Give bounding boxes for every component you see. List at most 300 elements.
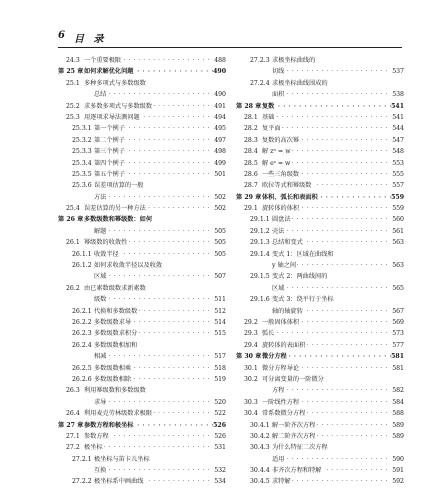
- toc-entry-title: 体积、弧长和表面积: [262, 193, 318, 201]
- toc-entry-title-wrap: [84, 431, 213, 442]
- toc-entry: [236, 385, 404, 396]
- toc-entry-page: 505: [214, 227, 226, 235]
- toc-entry: [58, 454, 226, 465]
- toc-entry-page: 560: [392, 216, 404, 224]
- toc-entry-title: 为什么特征二次方程: [272, 444, 328, 452]
- toc-entry: [236, 306, 404, 317]
- toc-entry: [58, 101, 226, 112]
- toc-entry-number: 26.2.5: [72, 364, 92, 372]
- toc-entry: [236, 340, 404, 351]
- toc-entry: [236, 135, 404, 146]
- toc-chapter-entry: [58, 214, 226, 225]
- toc-entry-title-wrap: [262, 317, 391, 328]
- toc-entry: [236, 260, 404, 271]
- toc-entry-title: 由已素数级数求新素数: [84, 284, 146, 292]
- toc-entry: [236, 214, 404, 225]
- toc-entry-page: 582: [392, 387, 404, 395]
- toc-entry-title: 解 eᶻ = w: [262, 159, 291, 167]
- toc-entry: [58, 328, 226, 339]
- toc-entry: [58, 146, 226, 157]
- toc-chapter-entry: [236, 351, 404, 362]
- toc-entry-page: 569: [392, 318, 404, 326]
- toc-right-column: [236, 55, 404, 488]
- toc-entry-title-wrap: [84, 101, 213, 112]
- toc-entry-title: 区域: [94, 273, 107, 281]
- toc-entry-title: 区域: [272, 284, 285, 292]
- toc-entry-title-wrap: [94, 123, 213, 134]
- toc-entry-page: 559: [391, 193, 404, 201]
- toc-entry-title: 幂级数的收敛性: [84, 239, 128, 247]
- toc-entry: [58, 351, 226, 362]
- toc-entry-number: 28.5: [244, 159, 258, 167]
- toc-entry-page: 501: [214, 170, 226, 178]
- toc-entry-title-wrap: [272, 249, 391, 260]
- toc-entry-page: 505: [214, 250, 226, 258]
- toc-entry-page: 563: [392, 262, 404, 270]
- toc-entry-title: 多数级数求导: [94, 318, 132, 326]
- toc-entry-title: 利用幂级数和多数级数: [84, 387, 146, 395]
- toc-entry-title-wrap: [84, 214, 213, 225]
- toc-entry-title: 如何求收敛半径以及收敛: [94, 262, 163, 270]
- toc-entry-page: 512: [214, 307, 226, 315]
- toc-entry: [58, 89, 226, 100]
- toc-entry: [58, 112, 226, 123]
- toc-entry-title-wrap: [262, 351, 391, 362]
- toc-entry: [58, 442, 226, 453]
- toc-entry-title: 非齐次方程和特解: [272, 467, 322, 475]
- toc-entry-title-wrap: [262, 180, 391, 191]
- toc-entry: [236, 271, 404, 282]
- toc-entry-number: 26.3: [66, 387, 80, 395]
- toc-entry-number: 29.1.6: [250, 296, 270, 304]
- toc-entry-title-wrap: [94, 249, 213, 260]
- toc-entry-page: 563: [392, 239, 404, 247]
- toc-entry-number: 27.2.4: [250, 79, 270, 87]
- toc-entry: [236, 203, 404, 214]
- toc-entry: [236, 374, 404, 385]
- toc-entry-number: 26.1: [66, 239, 80, 247]
- toc-entry-page: 502: [214, 193, 226, 201]
- toc-entry-number: 26.2.3: [72, 330, 92, 338]
- toc-entry: [236, 442, 404, 453]
- toc-entry: [236, 283, 404, 294]
- toc-entry-number: 26.4: [66, 410, 80, 418]
- toc-entry-title: 多种多项式与多数级数: [84, 79, 146, 87]
- toc-entry-title-wrap: [84, 385, 213, 396]
- toc-entry-title-wrap: [272, 431, 391, 442]
- toc-entry-title-wrap: [84, 55, 213, 66]
- toc-entry-page: 522: [214, 410, 226, 418]
- toc-entry-page: 567: [392, 307, 404, 315]
- toc-entry-number: 28.4: [244, 148, 258, 156]
- toc-entry-title-wrap: [94, 476, 213, 487]
- toc-entry-page: 555: [392, 170, 404, 178]
- toc-entry-page: 514: [214, 318, 226, 326]
- toc-entry: [236, 237, 404, 248]
- toc-entry-title-wrap: [272, 260, 391, 271]
- toc-entry-title-wrap: [94, 351, 213, 362]
- toc-entry-title-wrap: [262, 203, 391, 214]
- toc-entry-number: 30.3: [244, 398, 258, 406]
- toc-entry-title-wrap: [272, 271, 391, 282]
- toc-entry-number: 28.1: [244, 113, 258, 121]
- toc-entry-page: 498: [214, 148, 226, 156]
- toc-entry-title: 误差估算的另一种方法: [84, 205, 146, 213]
- toc-chapter-entry: [236, 192, 404, 203]
- toc-entry: [58, 180, 226, 191]
- toc-entry-title: 变式 1：区域在曲线和: [272, 250, 334, 258]
- toc-entry-title: 一些三角级数: [262, 170, 300, 178]
- toc-entry: [58, 123, 226, 134]
- toc-entry-page: 505: [214, 239, 226, 247]
- toc-entry-number: 28.7: [244, 182, 258, 190]
- toc-left-column: [58, 55, 226, 488]
- toc-entry-page: 515: [214, 330, 226, 338]
- toc-entry-page: 565: [392, 284, 404, 292]
- toc-entry-page: 589: [392, 432, 404, 440]
- toc-entry-title: 极坐标与笛卡儿坐标: [94, 455, 150, 463]
- toc-entry-title: 如何求解优化问题: [84, 68, 134, 76]
- toc-entry-title: 复数: [262, 102, 275, 110]
- toc-entry-number: 30.4.3: [250, 444, 270, 452]
- toc-entry-title: 多数级数和幂级数：如何: [84, 216, 153, 224]
- toc-entry-title-wrap: [94, 465, 213, 476]
- toc-entry: [58, 249, 226, 260]
- toc-entry-number: 26.2.6: [72, 375, 92, 383]
- toc-entry: [236, 476, 404, 487]
- toc-entry-number: 30.2: [244, 375, 258, 383]
- toc-entry-page: 591: [392, 467, 404, 475]
- toc-entry-title-wrap: [262, 397, 391, 408]
- toc-entry-number: 29.1: [244, 205, 258, 213]
- toc-entry-page: 499: [214, 159, 226, 167]
- toc-entry-title: 第二个例子: [94, 136, 125, 144]
- toc-entry-title-wrap: [94, 340, 213, 351]
- toc-entry-title: 壳法: [272, 227, 285, 235]
- toc-entry-number: 27.2: [66, 444, 80, 452]
- toc-entry-title: 第四个例子: [94, 159, 125, 167]
- toc-entry-title-wrap: [272, 465, 391, 476]
- toc-entry-number: 25.3.2: [72, 136, 92, 144]
- toc-entry-number: 第 28 章: [236, 102, 262, 110]
- toc-entry-title-wrap: [262, 169, 391, 180]
- toc-entry-page: 561: [392, 227, 404, 235]
- toc-entry-page: 548: [392, 148, 404, 156]
- toc-entry-page: 519: [214, 375, 226, 383]
- toc-entry-number: 29.3: [244, 330, 258, 338]
- toc-entry-page: 544: [392, 125, 404, 133]
- toc-entry: [58, 226, 226, 237]
- toc-entry: [58, 294, 226, 305]
- toc-entry-title-wrap: [272, 476, 391, 487]
- toc-entry-title-wrap: [84, 112, 213, 123]
- toc-entry-title: 级数: [94, 296, 107, 304]
- toc-entry-page: 494: [214, 113, 226, 121]
- toc-entry: [236, 180, 404, 191]
- toc-entry-title: 解题: [94, 227, 107, 235]
- toc-entry-title-wrap: [262, 374, 391, 385]
- toc-entry: [58, 431, 226, 442]
- toc-entry: [236, 146, 404, 157]
- toc-entry-title: 极坐标系中画曲线: [94, 478, 144, 486]
- toc-entry-title-wrap: [94, 192, 213, 203]
- toc-entry: [58, 465, 226, 476]
- toc-entry: [236, 78, 404, 89]
- toc-entry-title: 变式 2：两曲线间的: [272, 273, 328, 281]
- toc-entry-title: 求导: [94, 398, 107, 406]
- toc-entry-title: 基础: [262, 113, 275, 121]
- toc-entry-title: 方法: [94, 193, 107, 201]
- toc-entry-title: 方程: [272, 387, 285, 395]
- toc-entry-title: 多数级数求积分: [94, 330, 138, 338]
- toc-entry-title-wrap: [94, 397, 213, 408]
- toc-entry-title-wrap: [262, 340, 391, 351]
- toc-entry-title-wrap: [84, 442, 213, 453]
- toc-entry-title-wrap: [272, 385, 391, 396]
- toc-entry-title: 误差项估算的一般: [94, 182, 144, 190]
- toc-entry-page: 511: [214, 296, 226, 304]
- toc-entry-page: 537: [392, 68, 404, 76]
- toc-entry: [58, 476, 226, 487]
- toc-entry-title: 求极坐标曲线的: [272, 57, 316, 64]
- toc-entry-title-wrap: [94, 158, 213, 169]
- toc-entry-title: 弧长: [262, 330, 275, 338]
- toc-chapter-entry: [58, 420, 226, 431]
- toc-entry: [236, 454, 404, 465]
- toc-entry-number: 30.4: [244, 410, 258, 418]
- toc-entry-number: 27.2.3: [250, 57, 270, 64]
- toc-entry-page: 541: [391, 102, 404, 110]
- toc-entry-number: 27.2.2: [72, 478, 92, 486]
- toc-entry-number: 26.2.2: [72, 318, 92, 326]
- toc-entry-title: 相减: [94, 353, 107, 361]
- toc-entry: [236, 89, 404, 100]
- toc-entry-title: 轴的轴旋转: [272, 307, 303, 315]
- toc-entry-number: 26.2.1: [72, 307, 92, 315]
- toc-entry-number: 第 27 章: [58, 421, 84, 429]
- toc-entry-number: 第 25 章: [58, 68, 84, 76]
- toc-entry-title: 总结: [94, 91, 107, 99]
- toc-entry: [236, 112, 404, 123]
- toc-entry: [236, 317, 404, 328]
- toc-entry-number: 第 26 章: [58, 216, 84, 224]
- toc-entry-title: 多数级数相加和: [94, 341, 138, 349]
- toc-entry: [236, 123, 404, 134]
- toc-entry-title-wrap: [84, 203, 213, 214]
- page-header: [58, 30, 402, 46]
- toc-entry-number: 27.2.1: [72, 455, 92, 463]
- toc-entry-number: 29.1.1: [250, 216, 270, 224]
- toc-entry-number: 26.2.4: [72, 341, 92, 349]
- toc-entry-title-wrap: [272, 442, 391, 453]
- toc-entry: [236, 408, 404, 419]
- toc-entry-title-wrap: [272, 226, 391, 237]
- toc-entry-title: 面积: [272, 91, 285, 99]
- toc-entry-number: 25.3.1: [72, 125, 92, 133]
- toc-entry-title-wrap: [272, 66, 391, 77]
- toc-entry-title-wrap: [262, 135, 391, 146]
- toc-entry-title-wrap: [272, 214, 391, 225]
- toc-entry-title: 多数级数相乘: [94, 364, 132, 372]
- toc-entry-title-wrap: [94, 374, 213, 385]
- toc-entry-number: 29.1.4: [250, 250, 270, 258]
- toc-entry-title-wrap: [94, 146, 213, 157]
- toc-entry-page: 588: [392, 410, 404, 418]
- toc-entry-title: y 轴之间: [272, 262, 297, 270]
- toc-entry-page: 502: [214, 205, 226, 213]
- toc-entry-title-wrap: [272, 55, 391, 66]
- toc-entry-title-wrap: [94, 169, 213, 180]
- toc-entry-page: 590: [392, 455, 404, 463]
- toc-entry-title: 复数的高次幂: [262, 136, 300, 144]
- toc-entry-title-wrap: [94, 363, 213, 374]
- toc-entry-page: 532: [214, 467, 226, 475]
- toc-chapter-entry: [58, 66, 226, 77]
- toc-entry-number: 25.2: [66, 102, 80, 110]
- toc-entry-title: 求特解: [272, 478, 291, 486]
- toc-entry-number: 29.1.2: [250, 227, 270, 235]
- toc-entry-page: 577: [392, 341, 404, 349]
- toc-entry: [58, 374, 226, 385]
- toc-entry-title-wrap: [94, 271, 213, 282]
- toc-entry: [58, 363, 226, 374]
- toc-entry-title: 代换和多数级数: [94, 307, 138, 315]
- toc-entry: [58, 306, 226, 317]
- toc-entry-page: 518: [214, 364, 226, 372]
- toc-entry-title-wrap: [262, 363, 391, 374]
- toc-entry-title: 第三个例子: [94, 148, 125, 156]
- toc-entry-title: 极坐标: [84, 444, 103, 452]
- toc-entry-title-wrap: [94, 180, 213, 191]
- toc-entry-title-wrap: [262, 101, 391, 112]
- toc-entry-page: 520: [214, 398, 226, 406]
- toc-entry-number: 26.2: [66, 284, 80, 292]
- toc-entry: [58, 340, 226, 351]
- toc-entry-title: 参数方程和极坐标: [84, 421, 134, 429]
- toc-entry: [58, 408, 226, 419]
- toc-entry-number: 29.1.5: [250, 273, 270, 281]
- toc-entry-page: 557: [392, 182, 404, 190]
- toc-entry-title-wrap: [94, 226, 213, 237]
- toc-entry-title: 微分方程导论: [262, 364, 300, 372]
- toc-entry-title: 变式 3：绕平行于坐标: [272, 296, 334, 304]
- toc-entry-title: 互换: [94, 467, 107, 475]
- page-number: 6: [58, 30, 65, 41]
- toc-entry-title: 一阶线性方程: [262, 398, 300, 406]
- toc-entry-number: 30.4.2: [250, 432, 270, 440]
- toc-entry-title: 参数方程: [84, 432, 109, 440]
- toc-entry-number: 28.6: [244, 170, 258, 178]
- toc-entry-title: 适用: [272, 455, 285, 463]
- toc-entry-page: 531: [214, 444, 226, 452]
- toc-entry-title: 旋转体的表面积: [262, 341, 306, 349]
- toc-entry: [58, 397, 226, 408]
- toc-entry-number: 30.1: [244, 364, 258, 372]
- toc-entry: [236, 294, 404, 305]
- toc-entry-number: 25.3: [66, 113, 80, 121]
- toc-entry-title: 第五个例子: [94, 170, 125, 178]
- toc-entry: [236, 169, 404, 180]
- toc-entry: [58, 385, 226, 396]
- toc-entry: [58, 271, 226, 282]
- toc-entry-title-wrap: [94, 89, 213, 100]
- toc-entry-page: 526: [213, 421, 226, 429]
- header-rule: [58, 47, 402, 48]
- toc-entry-title: 一般固体体积: [262, 318, 300, 326]
- toc-entry: [236, 66, 404, 77]
- toc-entry-title-wrap: [272, 237, 391, 248]
- toc-chapter-entry: [236, 101, 404, 112]
- toc-entry-page: 488: [214, 57, 226, 64]
- toc-entry-title-wrap: [272, 306, 391, 317]
- toc-entry-title: 多数级数相除: [94, 375, 132, 383]
- toc-entry-page: 581: [391, 353, 404, 361]
- toc-entry: [236, 363, 404, 374]
- toc-entry-title-wrap: [262, 328, 391, 339]
- toc-entry-number: 28.2: [244, 125, 258, 133]
- toc-entry-page: 507: [214, 273, 226, 281]
- toc-entry-page: 573: [392, 330, 404, 338]
- toc-entry-title-wrap: [262, 158, 391, 169]
- toc-entry-page: 538: [392, 91, 404, 99]
- toc-entry-title: 旋转体的体积: [262, 205, 300, 213]
- toc-entry-title-wrap: [84, 78, 213, 89]
- toc-entry-page: 490: [214, 91, 226, 99]
- toc-entry-page: 517: [214, 353, 226, 361]
- toc-entry-title-wrap: [94, 454, 213, 465]
- toc-entry-page: 534: [214, 478, 226, 486]
- toc-entry-page: 547: [392, 136, 404, 144]
- toc-entry-title-wrap: [94, 135, 213, 146]
- toc-entry-page: 541: [392, 113, 404, 121]
- toc-entry-title-wrap: [84, 66, 213, 77]
- running-title: 目 录: [74, 34, 107, 45]
- toc-entry-title-wrap: [84, 237, 213, 248]
- toc-entry-title-wrap: [262, 123, 391, 134]
- toc-entry-title-wrap: [262, 408, 391, 419]
- toc-entry: [236, 397, 404, 408]
- toc-entry-number: 第 30 章: [236, 353, 262, 361]
- toc-entry: [58, 158, 226, 169]
- toc-entry-title-wrap: [262, 146, 391, 157]
- toc-entry-title-wrap: [262, 192, 391, 203]
- toc-entry-number: 24.3: [66, 57, 80, 64]
- toc-entry-page: 559: [392, 205, 404, 213]
- toc-entry-title: 复平面: [262, 125, 281, 133]
- toc-entry: [236, 420, 404, 431]
- toc-entry-title: 用逐项求导法测问题: [84, 113, 140, 121]
- toc-entry-number: 29.4: [244, 341, 258, 349]
- toc-entry-title-wrap: [94, 306, 213, 317]
- toc-entry: [236, 431, 404, 442]
- toc-entry: [58, 260, 226, 271]
- toc-entry-title: 解 zⁿ = w: [262, 148, 291, 156]
- toc-entry-page: 497: [214, 136, 226, 144]
- toc-entry-number: 25.3.5: [72, 170, 92, 178]
- toc-entry-page: 592: [392, 478, 404, 486]
- toc-entry-title-wrap: [84, 283, 213, 294]
- toc-entry: [58, 192, 226, 203]
- toc-entry-title-wrap: [272, 420, 391, 431]
- toc-entry: [236, 158, 404, 169]
- toc-entry-title-wrap: [272, 283, 391, 294]
- toc-entry-number: 26.1.2: [72, 262, 92, 270]
- toc-entry-page: 490: [213, 68, 226, 76]
- toc-entry-title-wrap: [272, 454, 391, 465]
- toc-entry-title-wrap: [94, 260, 213, 271]
- toc-entry-page: 553: [392, 159, 404, 167]
- toc-entry-title-wrap: [94, 328, 213, 339]
